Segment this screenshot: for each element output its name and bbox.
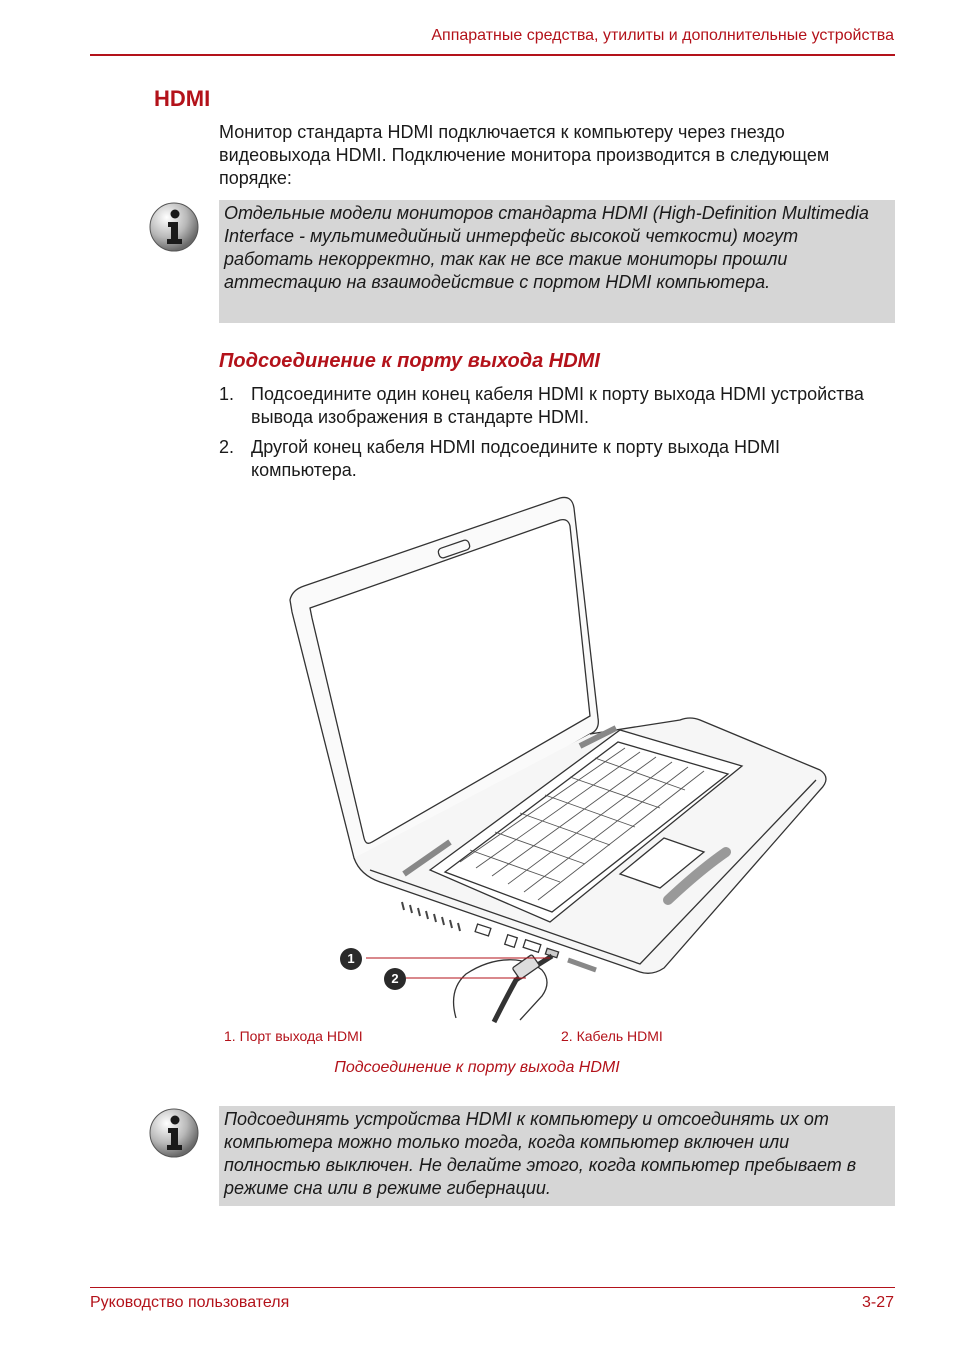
laptop-illustration — [280, 490, 840, 1030]
intro-paragraph: Монитор стандарта HDMI подключается к компьютеру через гнездо видеовыхода HDMI. Подключение монитора производится в следующем порядке: — [219, 122, 830, 188]
figure-label-2: 2. Кабель HDMI — [561, 1028, 663, 1044]
step-number: 2. — [219, 437, 235, 457]
list-item — [219, 436, 879, 482]
note-box: Отдельные модели мониторов стандарта HDMI (High-Definition Multimedia Interface - мультимедийный интерфейс высокой четкости) могут работать некорректно, так как не все такие мониторы прошли аттестацию на взаимодействие с портом HDMI компьютера. — [219, 200, 895, 323]
info-icon — [148, 1107, 200, 1159]
step-number: 1. — [219, 384, 235, 404]
info-icon — [148, 201, 200, 253]
figure-label-1: 1. Порт выхода HDMI — [224, 1028, 363, 1044]
steps-list — [219, 383, 879, 489]
footer-title: Руководство пользователя — [90, 1294, 290, 1311]
running-header: Аппаратные средства, утилиты и дополнительные устройства — [431, 27, 894, 44]
subsection-title: Подсоединение к порту выхода HDMI — [219, 350, 600, 372]
list-item — [219, 383, 879, 429]
laptop-drawing — [280, 490, 840, 1030]
step-text: Другой конец кабеля HDMI подсоедините к порту выхода HDMI компьютера. — [251, 437, 781, 480]
step-text: Подсоедините один конец кабеля HDMI к порту выхода HDMI устройства вывода изображения в стандарте HDMI. — [251, 384, 864, 427]
note-box: Подсоединять устройства HDMI к компьютеру и отсоединять их от компьютера можно только тогда, когда компьютер включен или полностью выключен. Не делайте этого, когда компьютер пребывает в режиме сна или в режиме гибернации. — [219, 1106, 895, 1206]
figure-caption: Подсоединение к порту выхода HDMI — [334, 1059, 620, 1076]
page-number: 3-27 — [861, 1294, 894, 1311]
callout-2: 2 — [384, 968, 406, 990]
section-title: HDMI — [154, 86, 211, 111]
header-rule — [90, 54, 895, 56]
footer-rule — [90, 1287, 895, 1288]
callout-1: 1 — [340, 948, 362, 970]
